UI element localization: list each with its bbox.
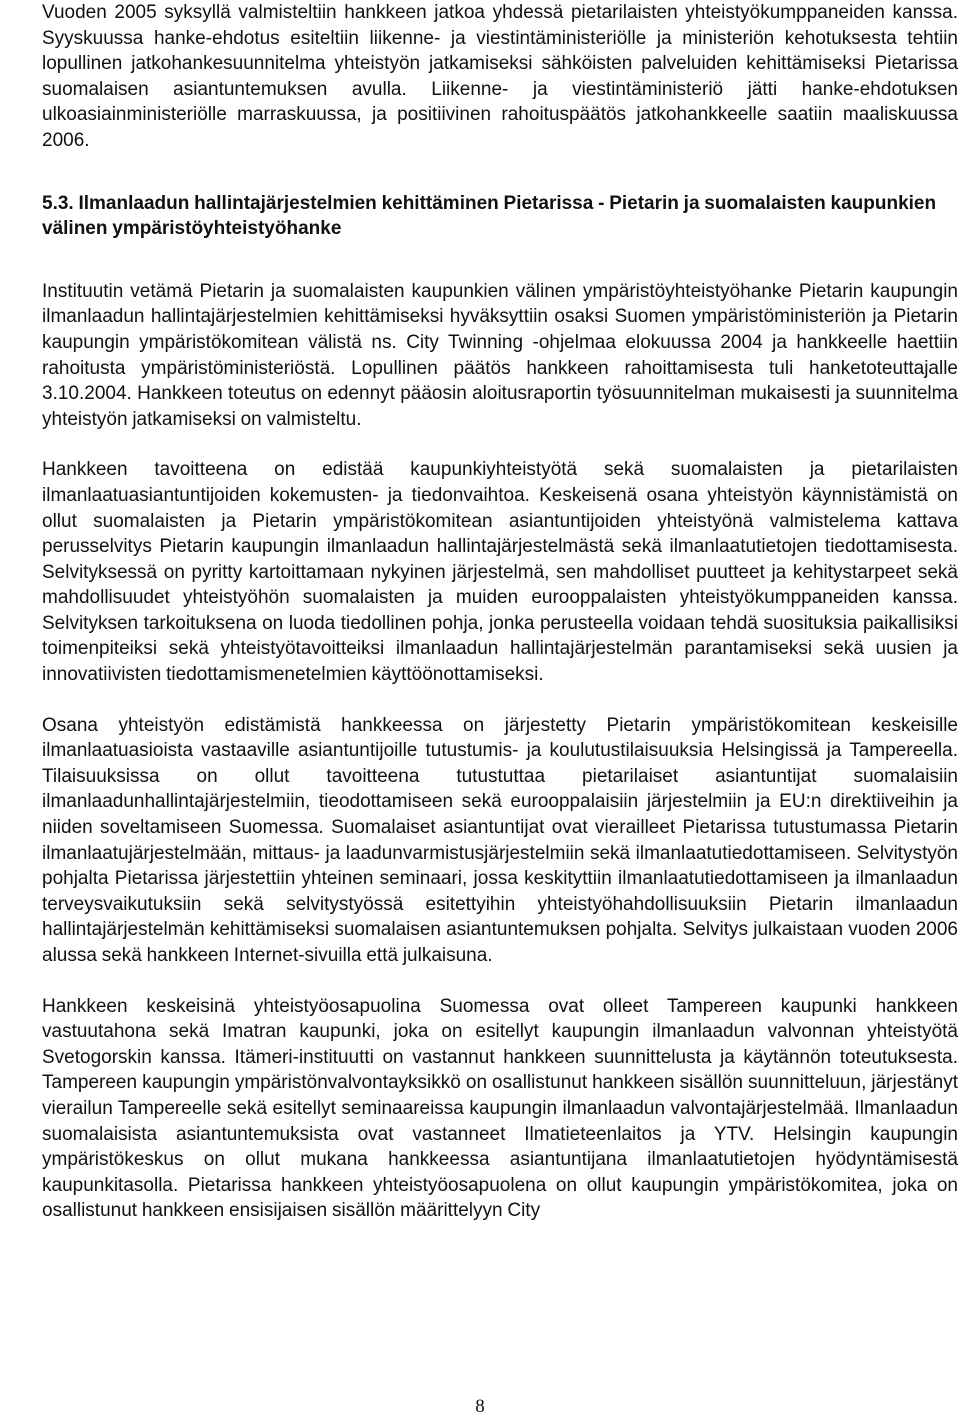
body-paragraph: Hankkeen keskeisinä yhteistyöosapuolina Suomessa ovat olleet Tampereen kaupunki hankkeen vastuutahona sekä Imatran kaupunki, joka on esitellyt kaupungin ilmanlaadun valvonnan yhteistyötä Svetogorskin kanssa. Itämeri-instituutti on vastannut hankkeen suunnittelusta ja käytännön toteutuksesta. Tampereen kaupungin ympäristönvalvontayksikkö on osallistunut hankkeen sisällön suunnitteluun, järjestänyt vierailun Tampereelle sekä esitellyt seminaareissa kaupungin ilmanlaadun valvontajärjestelmää. Ilmanlaadun suomalaisista asiantuntemuksista ovat vastanneet Ilmatieteenlaitos ja YTV. Helsingin kaupungin ympäristökeskus on ollut mukana hankkeessa asiantuntijana ilmanlaatutietojen hyödyntämisestä kaupunkitasolla. Pietarissa hankkeen yhteistyöosapuolena on ollut kaupungin ympäristökomitea, joka on osallistunut hankkeen ensisijaisen sisällön määrittelyyn City — [42, 995, 958, 1222]
body-paragraph: Osana yhteistyön edistämistä hankkeessa on järjestetty Pietarin ympäristökomitean keskeisille ilmanlaatuasioista vastaaville asiantuntijoille tutustumis- ja koulutustilaisuuksia Helsingissä ja Tampereella. Tilaisuuksissa on ollut tavoitteena tutustuttaa pietarilaiset asiantuntijat suomalaisiin ilmanlaadunhallintajärjestelmiin, tieodottamiseen sekä eurooppalaisiin järjestelmiin ja EU:n direktiiveihin ja niiden soveltamiseen Suomessa. Suomalaiset asiantuntijat ovat vierailleet Pietarissa tutustumassa Pietarin ilmanlaatujärjestelmään, mittaus- ja laadunvarmistusjärjestelmiin sekä ilmanlaatutiedottamiseen. Selvitystyön pohjalta Pietarissa järjestettiin yhteinen seminaari, jossa keskityttiin ilmanlaatutiedottamiseen ja ilmanlaadun terveysvaikutuksiin sekä selvitystyössä esitettyihin yhteistyöhahdollisuuksiin Pietarin ilmanlaadun hallintajärjestelmän kehittämiseksi suomalaisen asiantuntemuksen pohjalta. Selvitys julkaistaan vuoden 2006 alussa sekä hankkeen Internet-sivuilla että julkaisuna. — [42, 714, 958, 966]
document-page — [42, 0, 958, 1224]
page-number: 8 — [475, 1396, 485, 1417]
section-heading: 5.3. Ilmanlaadun hallintajärjestelmien kehittäminen Pietarissa - Pietarin ja suomalaisten kaupunkien välinen ympäristöyhteistyöhanke — [42, 192, 937, 240]
body-paragraph: Hankkeen tavoitteena on edistää kaupunkiyhteistyötä sekä suomalaisten ja pietarilaisten ilmanlaatuasiantuntijoiden kokemusten- ja tiedonvaihtoa. Keskeisenä osana yhteistyön käynnistämistä on ollut suomalaisten ja Pietarin ympäristökomitean asiantuntijoiden yhteistyönä valmistelema kattava perusselvitys Pietarin kaupungin ilmanlaadun hallintajärjestelmästä sekä ilmanlaatutietojen tiedottamisesta. Selvityksessä on pyritty kartoittamaan nykyinen järjestelmä, sen mahdolliset puutteet ja kehitystarpeet sekä mahdollisuudet yhteistyöhön suomalaisten ja muiden eurooppalaisten yhteistyökumppaneiden kanssa. Selvityksen tarkoituksena on luoda tiedollinen pohja, jonka perusteella voidaan tehdä suosituksia paikallisiksi toimenpiteiksi sekä yhteistyötavoitteiksi ilmanlaadun hallintajärjestelmän parantamiseksi sekä uusien ja innovatiivisten tiedottamismenetelmien käyttöönottamiseksi. — [42, 459, 958, 686]
intro-paragraph: Vuoden 2005 syksyllä valmisteltiin hankkeen jatkoa yhdessä pietarilaisten yhteistyökumppaneiden kanssa. Syyskuussa hanke-ehdotus esiteltiin liikenne- ja viestintäministeriölle ja ministeriön kehotuksesta tehtiin lopullinen jatkohankesuunnitelma yhteistyön jatkamiseksi sähköisten palveluiden kehittämiseksi Pietarissa suomalaisen asiantuntemuksen avulla. Liikenne- ja viestintäministeriö jätti hanke-ehdotuksen ulkoasiainministeriölle marraskuussa, ja positiivinen rahoituspäätös jatkohankkeelle saatiin maaliskuussa 2006. — [42, 2, 958, 151]
body-paragraph: Instituutin vetämä Pietarin ja suomalaisten kaupunkien välinen ympäristöyhteistyöhanke Pietarin kaupungin ilmanlaadun hallintajärjestelmien kehittämiseksi hyväksyttiin osaksi Suomen ympäristöministeriön ja Pietarin kaupungin ympäristökomitean välistä ns. City Twinning -ohjelmaa elokuussa 2004 ja hankkeelle haettiin rahoitusta ympäristöministeriöstä. Lopullinen päätös hankkeen rahoittamisesta tuli hanketoteuttajalle 3.10.2004. Hankkeen toteutus on edennyt pääosin aloitusraportin työsuunnitelman mukaisesti ja suunnitelma yhteistyön jatkamiseksi on valmisteltu. — [42, 280, 958, 430]
